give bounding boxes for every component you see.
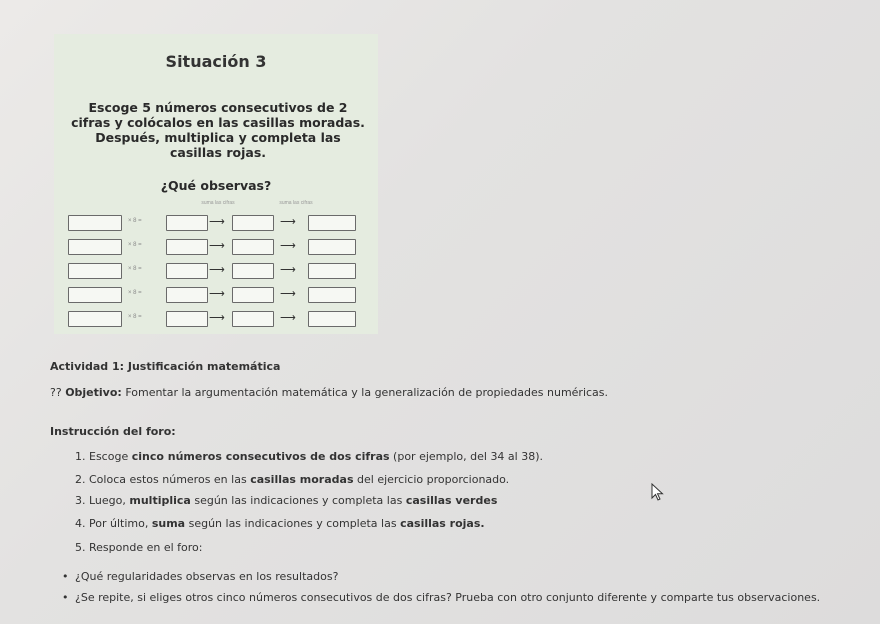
red-box [308,311,356,327]
arrow-right-icon: ⟶ [280,312,296,324]
red-box [308,239,356,255]
step-item [75,541,202,554]
purple-box [68,311,122,327]
list-item: • ¿Qué regularidades observas en los resultados? [75,570,338,583]
green-box [166,311,208,327]
list-item: • ¿Se repite, si eliges otros cinco números consecutivos de dos cifras? Prueba con otro conjunto diferente y comparte tus observaciones. [75,591,820,604]
step-item [75,494,497,507]
step-item [75,517,485,530]
red-box [308,287,356,303]
situation-card [54,34,378,334]
step-text-bold: multiplica [129,494,191,507]
arrow-right-icon: ⟶ [280,264,296,276]
operator-label: × 8 = [128,290,142,296]
step-number: 2. [75,473,86,486]
grid-row [68,239,368,255]
operator-label: × 8 = [128,242,142,248]
column-header-sum-2: suma las cifras [279,200,313,206]
grid-row [68,287,368,303]
red-box [308,263,356,279]
result-box [232,263,274,279]
green-box [166,215,208,231]
arrow-right-icon: ⟶ [280,288,296,300]
objective-line [50,386,608,399]
green-box [166,263,208,279]
step-text: según las indicaciones y completa las [185,517,401,530]
step-item [75,450,543,463]
green-box [166,239,208,255]
purple-box [68,239,122,255]
green-box [166,287,208,303]
step-text-bold: casillas rojas. [400,517,485,530]
step-text: Por último, [89,517,152,530]
step-text: Coloca estos números en las [89,473,251,486]
column-header-sum-1: suma las cifras [201,200,235,206]
step-item [75,473,509,486]
card-question: ¿Qué observas? [160,178,272,193]
grid-row [68,311,368,327]
objective-prefix: ?? [50,386,62,399]
step-text-bold: suma [151,517,186,530]
card-instructions: Escoge 5 números consecutivos de 2 cifras y colócalos en las casillas moradas. Después, multiplica y completa las casillas rojas. [71,100,365,160]
forum-heading: Instrucción del foro: [50,425,176,438]
card-title: Situación 3 [165,52,267,71]
step-number: 4. [75,517,86,530]
arrow-right-icon: ⟶ [209,312,225,324]
step-number: 3. [75,494,86,507]
purple-box [68,215,122,231]
arrow-right-icon: ⟶ [280,240,296,252]
step-text-bold: cinco números consecutivos de dos cifras [131,450,390,463]
arrow-right-icon: ⟶ [209,240,225,252]
result-box [232,215,274,231]
activity-title: Actividad 1: Justificación matemática [50,360,281,373]
step-text: Escoge [89,450,132,463]
result-box [232,239,274,255]
grid-row [68,263,368,279]
objective-label: Objetivo: [65,386,122,399]
step-text: (por ejemplo, del 34 al 38). [389,450,544,463]
step-text: según las indicaciones y completa las [190,494,406,507]
purple-box [68,287,122,303]
step-text: Responde en el foro: [89,541,203,554]
operator-label: × 8 = [128,266,142,272]
step-number: 5. [75,541,86,554]
result-box [232,311,274,327]
step-number: 1. [75,450,86,463]
grid-row [68,215,368,231]
step-text: Luego, [89,494,130,507]
operator-label: × 8 = [128,314,142,320]
step-text: del ejercicio proporcionado. [353,473,510,486]
arrow-right-icon: ⟶ [280,216,296,228]
arrow-right-icon: ⟶ [209,264,225,276]
objective-text: Fomentar la argumentación matemática y la generalización de propiedades numéricas. [125,386,609,399]
red-box [308,215,356,231]
purple-box [68,263,122,279]
arrow-right-icon: ⟶ [209,216,225,228]
result-box [232,287,274,303]
step-text-bold: casillas verdes [405,494,498,507]
operator-label: × 8 = [128,218,142,224]
mouse-cursor-icon [651,483,665,501]
step-text-bold: casillas moradas [250,473,354,486]
arrow-right-icon: ⟶ [209,288,225,300]
